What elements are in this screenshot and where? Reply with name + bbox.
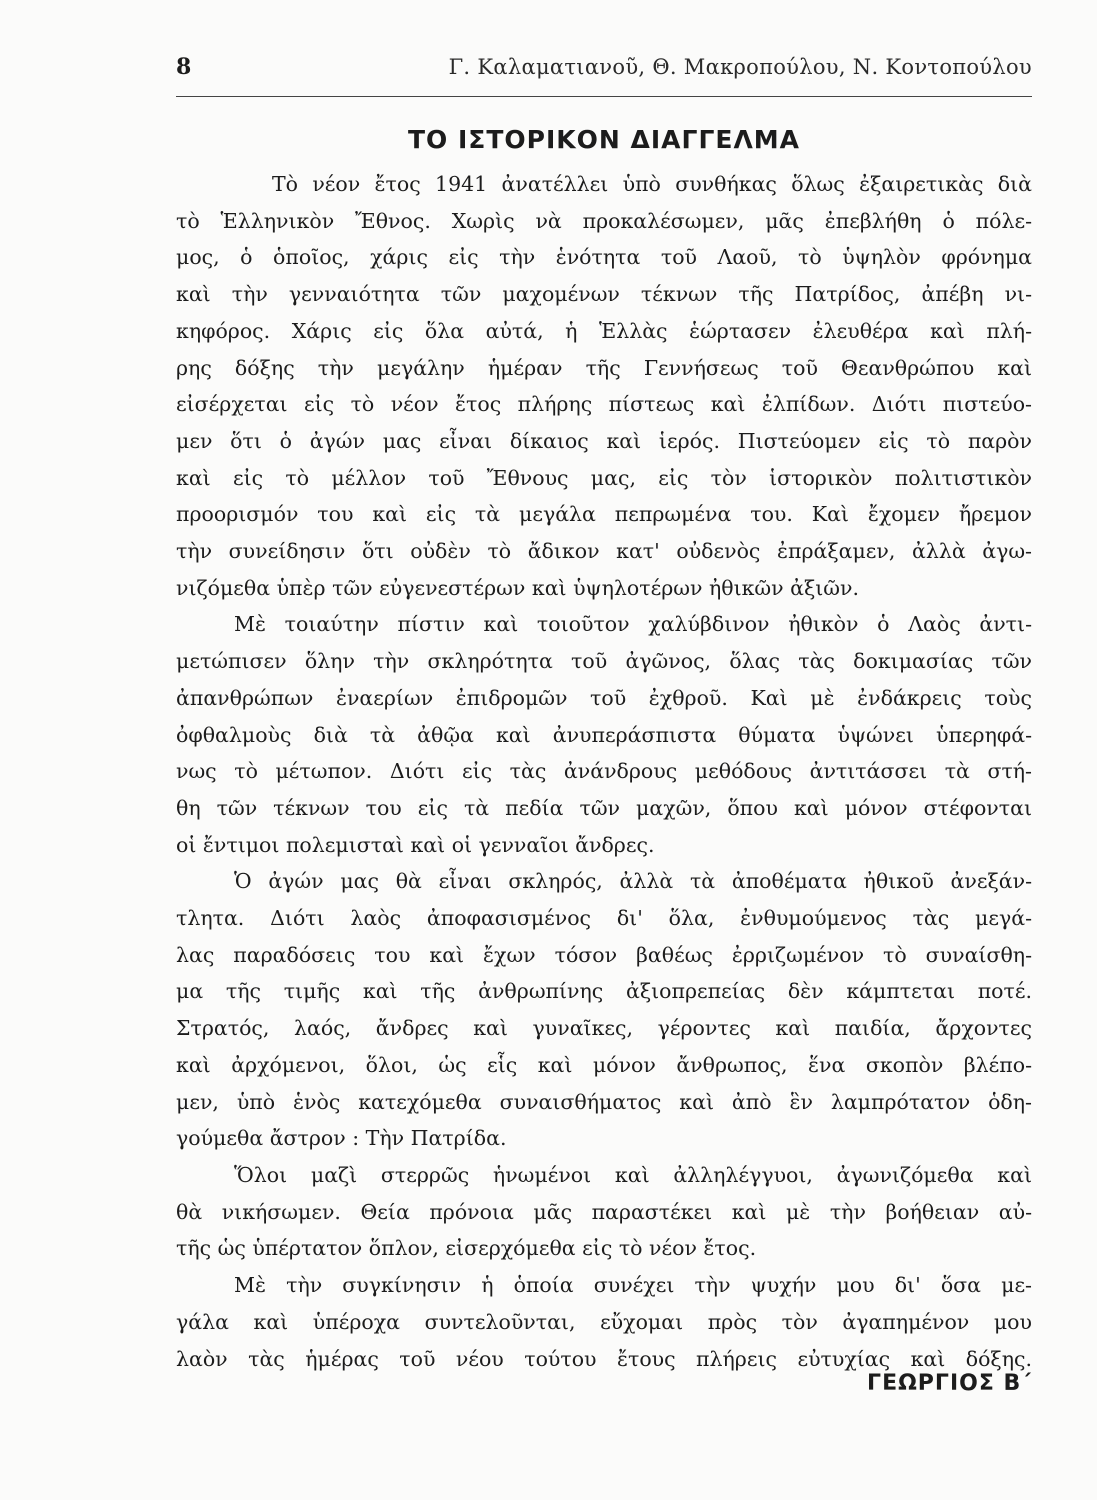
text-line: τῆς ὡς ὑπέρτατον ὅπλον, εἰσερχόμεθα εἰς τὸ νέον ἔτος. [176,1236,757,1261]
text-line: γάλα καὶ ὑπέροχα συντελοῦνται, εὔχομαι πρὸς τὸν ἀγαπημένον μου [176,1309,1032,1334]
text-line: τὸ Ἑλληνικὸν Ἔθνος. Χωρὶς νὰ προκαλέσωμεν, μᾶς ἐπεβλήθη ὁ πόλε- [176,208,1032,233]
text-line: νιζόμεθα ὑπὲρ τῶν εὐγενεστέρων καὶ ὑψηλοτέρων ἠθικῶν ἀξιῶν. [176,575,859,600]
paragraph-3 [176,863,1032,1157]
paragraph-5 [176,1267,1032,1377]
paragraph-4 [176,1157,1032,1267]
text-line: μετώπισεν ὅλην τὴν σκληρότητα τοῦ ἀγῶνος, ὅλας τὰς δοκιμασίας τῶν [176,649,1032,674]
body-text [176,166,1032,1377]
text-line: ἀπανθρώπων ἐναερίων ἐπιδρομῶν τοῦ ἐχθροῦ. Καὶ μὲ ἐνδάκρεις τοὺς [176,685,1032,710]
text-line: εἰσέρχεται εἰς τὸ νέον ἔτος πλήρης πίστεως καὶ ἐλπίδων. Διότι πιστεύο- [176,392,1032,417]
running-header-authors: Γ. Καλαματιανοῦ, Θ. Μακροπούλου, Ν. Κοντοπούλου [448,55,1032,79]
text-line: Τὸ νέον ἔτος 1941 ἀνατέλλει ὑπὸ συνθήκας ὅλως ἐξαιρετικὰς διὰ [272,172,1032,196]
paragraph-2 [176,606,1032,863]
text-line: Μὲ τοιαύτην πίστιν καὶ τοιοῦτον χαλύβδινον ἠθικὸν ὁ Λαὸς ἀντι- [234,612,1032,637]
text-line: καὶ εἰς τὸ μέλλον τοῦ Ἔθνους μας, εἰς τὸν ἱστορικὸν πολιτιστικὸν [176,465,1032,490]
text-line: οἱ ἔντιμοι πολεμισταὶ καὶ οἱ γενναῖοι ἄνδρες. [176,832,655,857]
text-line: κηφόρος. Χάρις εἰς ὅλα αὐτά, ἡ Ἑλλὰς ἑώρτασεν ἐλευθέρα καὶ πλή- [176,318,1032,343]
text-line: Ὁ ἀγών μας θὰ εἶναι σκληρός, ἀλλὰ τὰ ἀποθέματα ἠθικοῦ ἀνεξάν- [234,869,1032,894]
text-line: καὶ ἀρχόμενοι, ὅλοι, ὡς εἷς καὶ μόνον ἄνθρωπος, ἕνα σκοπὸν βλέπο- [176,1052,1032,1077]
running-header [176,52,1032,97]
text-line: προορισμόν του καὶ εἰς τὰ μεγάλα πεπρωμένα του. Καὶ ἔχομεν ἤρεμον [176,502,1032,527]
text-line: τλητα. Διότι λαὸς ἀποφασισμένος δι' ὅλα, ἐνθυμούμενος τὰς μεγά- [176,906,1032,931]
text-line: ρης δόξης τὴν μεγάλην ἡμέραν τῆς Γεννήσεως τοῦ Θεανθρώπου καὶ [176,355,1032,380]
text-line: τὴν συνείδησιν ὅτι οὐδὲν τὸ ἄδικον κατ' οὐδενὸς ἐπράξαμεν, ἀλλὰ ἀγω- [176,539,1032,564]
text-line: Στρατός, λαός, ἄνδρες καὶ γυναῖκες, γέροντες καὶ παιδία, ἄρχοντες [176,1016,1032,1041]
text-line: γούμεθα ἄστρον : Τὴν Πατρίδα. [176,1126,507,1151]
text-line: Ὅλοι μαζὶ στερρῶς ἡνωμένοι καὶ ἀλληλέγγυοι, ἀγωνιζόμεθα καὶ [234,1162,1032,1187]
signature: ΓΕΩΡΓΙΟΣ Β΄ [867,1371,1032,1396]
text-line: λαὸν τὰς ἡμέρας τοῦ νέου τούτου ἔτους πλήρεις εὐτυχίας καὶ δόξης. [176,1346,1032,1371]
text-line: μεν, ὑπὸ ἑνὸς κατεχόμεθα συναισθήματος καὶ ἀπὸ ἓν λαμπρότατον ὁδη- [176,1089,1032,1114]
text-line: καὶ τὴν γενναιότητα τῶν μαχομένων τέκνων τῆς Πατρίδος, ἀπέβη νι- [176,282,1032,307]
text-line: ὀφθαλμοὺς διὰ τὰ ἀθῷα καὶ ἀνυπεράσπιστα θύματα ὑψώνει ὑπερηφά- [176,722,1032,747]
text-line: μα τῆς τιμῆς καὶ τῆς ἀνθρωπίνης ἀξιοπρεπείας δὲν κάμπτεται ποτέ. [176,979,1032,1004]
text-line: μεν ὅτι ὁ ἀγών μας εἶναι δίκαιος καὶ ἱερός. Πιστεύομεν εἰς τὸ παρὸν [176,428,1032,453]
text-line: Μὲ τὴν συγκίνησιν ἡ ὁποία συνέχει τὴν ψυχήν μου δι' ὅσα με- [234,1273,1032,1298]
text-line: νως τὸ μέτωπον. Διότι εἰς τὰς ἀνάνδρους μεθόδους ἀντιτάσσει τὰ στή- [176,759,1032,784]
page-number: 8 [176,54,192,80]
text-line: μος, ὁ ὁποῖος, χάρις εἰς τὴν ἑνότητα τοῦ Λαοῦ, τὸ ὑψηλὸν φρόνημα [176,245,1032,270]
text-line: θη τῶν τέκνων του εἰς τὰ πεδία τῶν μαχῶν, ὅπου καὶ μόνον στέφονται [176,795,1032,820]
text-line: λας παραδόσεις του καὶ ἔχων τόσον βαθέως ἐρριζωμένον τὸ συναίσθη- [176,942,1032,967]
text-line: θὰ νικήσωμεν. Θεία πρόνοια μᾶς παραστέκει καὶ μὲ τὴν βοήθειαν αὐ- [176,1199,1032,1224]
paragraph-1 [176,166,1032,606]
page-title: ΤΟ ΙΣΤΟΡΙΚΟΝ ΔΙΑΓΓΕΛΜΑ [407,125,801,154]
